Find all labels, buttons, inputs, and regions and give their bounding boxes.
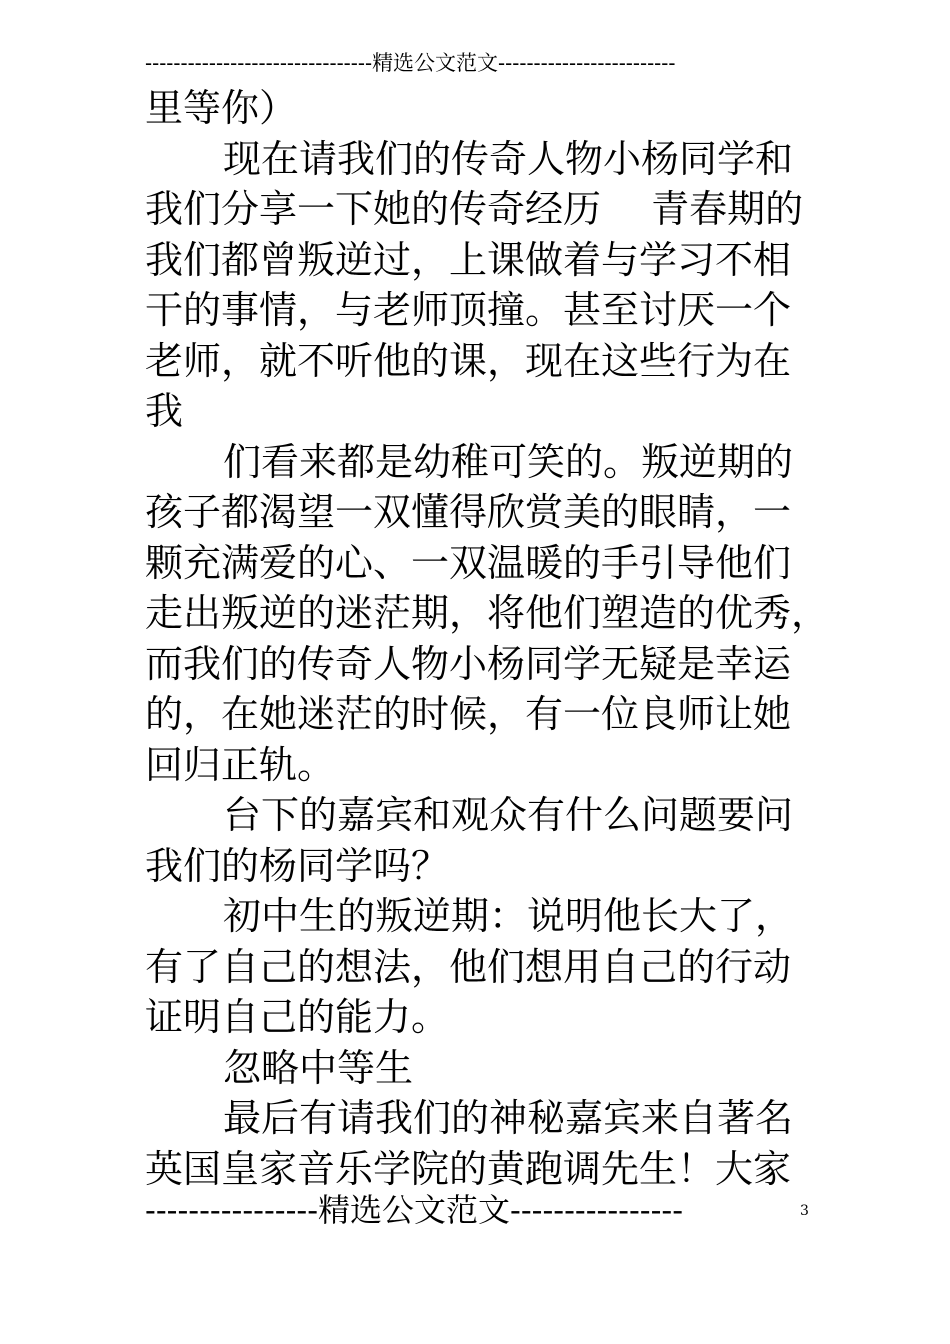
page-number: 3 bbox=[800, 1203, 809, 1219]
text-line: 英国皇家音乐学院的黄跑调先生！大家 bbox=[145, 1146, 792, 1191]
text-line: 忽略中等生 bbox=[223, 1045, 414, 1090]
text-line: 的，在她迷茫的时候，有一位良师让她 bbox=[145, 692, 792, 736]
page-header: --------------------------------精选公文范文------------------------- bbox=[145, 51, 676, 75]
text-line: 回归正轨。 bbox=[145, 742, 336, 787]
text-line: 而我们的传奇人物小杨同学无疑是幸运 bbox=[145, 641, 792, 686]
text-line: 颗充满爱的心、一双温暖的手引导他们 bbox=[145, 540, 792, 585]
text-line: 老师，就不听他的课，现在这些行为在 bbox=[145, 338, 792, 383]
document-body bbox=[145, 83, 830, 1194]
text-line: 初中生的叛逆期：说明他长大了， bbox=[223, 894, 794, 938]
text-line: 孩子都渴望一双懂得欣赏美的眼睛，一 bbox=[145, 490, 792, 534]
text-line: 我们的杨同学吗？ bbox=[145, 843, 450, 888]
text-line: 干的事情，与老师顶撞。甚至讨厌一个 bbox=[145, 288, 792, 332]
text-line: 我们都曾叛逆过，上课做着与学习不相 bbox=[145, 237, 792, 282]
text-line: 里等你） bbox=[145, 86, 298, 130]
text-line: 有了自己的想法，他们想用自己的行动 bbox=[145, 944, 792, 989]
page-footer: ----------------精选公文范文---------------- bbox=[145, 1191, 684, 1229]
text-line: 现在请我们的传奇人物小杨同学和 bbox=[223, 136, 794, 181]
text-line: 台下的嘉宾和观众有什么问题要问 bbox=[223, 793, 794, 837]
text-line: 证明自己的能力。 bbox=[145, 995, 450, 1039]
text-line: 走出叛逆的迷茫期，将他们塑造的优秀， bbox=[145, 591, 830, 635]
text-line: 们看来都是幼稚可笑的。叛逆期的 bbox=[223, 439, 794, 484]
text-line: 我 bbox=[145, 389, 184, 433]
text-line: 最后有请我们的神秘嘉宾来自著名 bbox=[223, 1096, 794, 1140]
text-line: 我们分享一下她的传奇经历 青春期的 bbox=[145, 187, 804, 231]
